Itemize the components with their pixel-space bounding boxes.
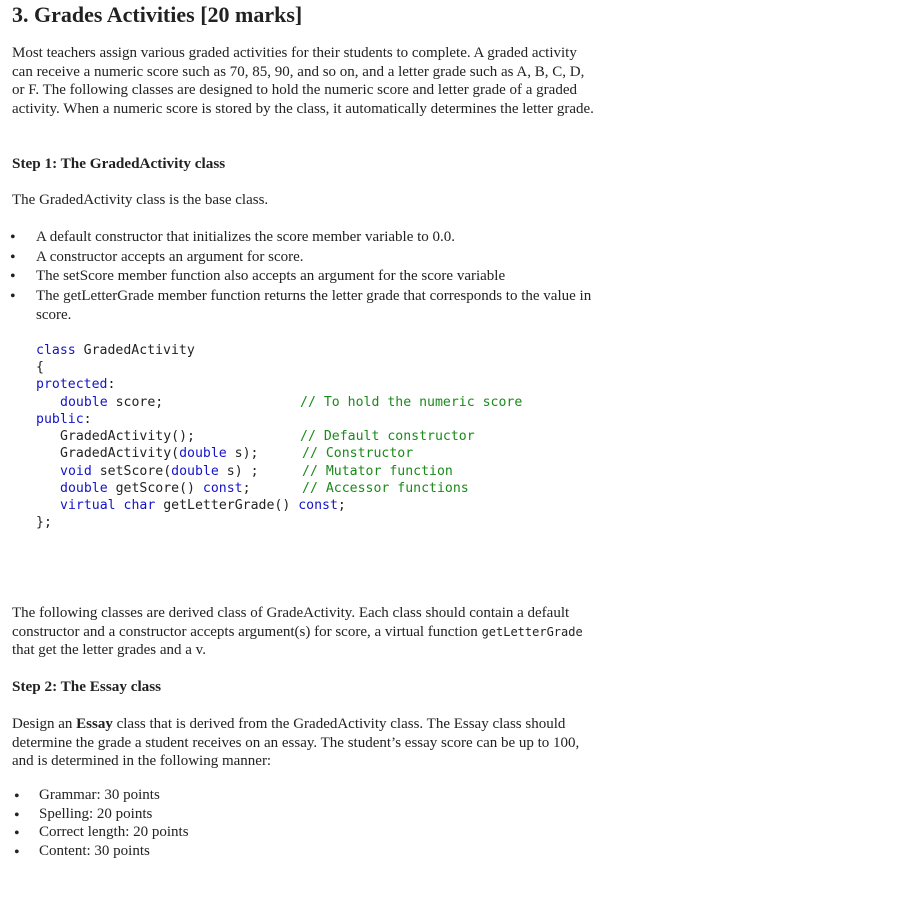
code-comment: // Default constructor <box>300 429 475 444</box>
essay-bold: Essay <box>76 716 113 732</box>
code-keyword: char <box>123 498 156 513</box>
code-line <box>36 411 92 428</box>
step2-line: and is determined in the following manner: <box>12 753 272 770</box>
code-comment: // To hold the numeric score <box>300 395 523 410</box>
code-text: ; <box>337 498 346 513</box>
code-text: getScore() <box>107 481 203 496</box>
code-text: ; <box>242 481 251 496</box>
derived-text: constructor and a constructor accepts argument(s) for score, a virtual function <box>12 623 482 640</box>
derived-line <box>12 623 583 642</box>
bullet-icon: • <box>10 268 16 285</box>
code-line: GradedActivity(); <box>60 429 195 444</box>
code-comment: // Accessor functions <box>302 481 469 496</box>
page-title: 3. Grades Activities [20 marks] <box>12 2 303 27</box>
code-line: { <box>36 360 44 375</box>
code-keyword: double <box>60 395 108 410</box>
code-comment: // Constructor <box>302 446 414 461</box>
code-text: GradedActivity <box>75 343 195 358</box>
derived-paragraph <box>12 604 583 660</box>
code-keyword: double <box>179 446 227 461</box>
bullet-icon: • <box>14 788 20 805</box>
list-item: Correct length: 20 points <box>39 824 189 840</box>
code-line <box>60 394 163 411</box>
code-keyword: public <box>36 412 84 427</box>
step2-text: Design an <box>12 716 77 732</box>
code-line <box>60 445 259 462</box>
step2-text: class that is derived from the GradedActivity class. The Essay class should <box>112 716 566 732</box>
list-item: A default constructor that initializes the score member variable to 0.0. <box>36 229 456 245</box>
code-text: : <box>83 412 92 427</box>
code-line <box>36 376 115 393</box>
code-keyword: const <box>298 498 338 513</box>
intro-line: activity. When a numeric score is stored by the class, it automatically determines the letter grade. <box>12 100 594 117</box>
code-keyword: class <box>36 343 76 358</box>
inline-code: getLetterGrade <box>481 624 583 639</box>
intro-line: or F. The following classes are designed to hold the numeric score and letter grade of a graded <box>12 82 577 99</box>
intro-line: Most teachers assign various graded activities for their students to complete. A graded activity <box>12 45 577 61</box>
intro-line: can receive a numeric score such as 70, 85, 90, and so on, and a letter grade such as A, B, C, D, <box>12 63 585 80</box>
step1-description: The GradedActivity class is the base class. <box>12 192 269 208</box>
code-line <box>60 497 346 514</box>
step2-line: determine the grade a student receives on an essay. The student’s essay score can be up to 100, <box>12 734 580 751</box>
code-text: setScore( <box>91 464 172 479</box>
derived-line: The following classes are derived class of GradeActivity. Each class should contain a default <box>12 605 570 621</box>
code-text: s); <box>226 446 259 461</box>
list-item: The setScore member function also accepts an argument for the score variable <box>36 268 506 284</box>
list-item: Content: 30 points <box>39 843 150 859</box>
derived-line: that get the letter grades and a v. <box>12 642 206 659</box>
code-line <box>60 463 259 480</box>
code-text: GradedActivity( <box>60 446 180 461</box>
list-item-continuation: score. <box>36 307 72 323</box>
bullet-icon: • <box>14 844 20 861</box>
code-text: score; <box>107 395 164 410</box>
code-text: s) ; <box>218 464 259 479</box>
list-item: Grammar: 30 points <box>39 787 160 803</box>
code-text: : <box>107 377 116 392</box>
code-text <box>116 498 124 513</box>
bullet-icon: • <box>10 249 16 266</box>
list-item: Spelling: 20 points <box>39 806 153 822</box>
code-keyword: double <box>171 464 219 479</box>
code-keyword: protected <box>36 377 108 392</box>
code-keyword: const <box>202 481 243 496</box>
code-keyword: double <box>60 481 108 496</box>
step1-heading: Step 1: The GradedActivity class <box>12 155 226 172</box>
bullet-icon: • <box>10 288 16 305</box>
bullet-icon: • <box>14 807 20 824</box>
bullet-icon: • <box>10 229 16 246</box>
intro-paragraph <box>12 44 594 118</box>
list-item: A constructor accepts an argument for score. <box>36 249 304 265</box>
bullet-icon: • <box>14 825 20 842</box>
code-keyword: void <box>60 464 92 479</box>
step2-line <box>12 715 579 734</box>
code-text: getLetterGrade() <box>155 498 299 513</box>
code-line: }; <box>36 515 52 530</box>
code-line <box>36 342 195 359</box>
code-line <box>60 480 251 497</box>
code-comment: // Mutator function <box>302 464 453 479</box>
step2-heading: Step 2: The Essay class <box>12 678 162 695</box>
code-keyword: virtual <box>60 498 116 513</box>
list-item: The getLetterGrade member function returns the letter grade that corresponds to the value in <box>36 288 592 304</box>
step2-paragraph <box>12 715 579 771</box>
